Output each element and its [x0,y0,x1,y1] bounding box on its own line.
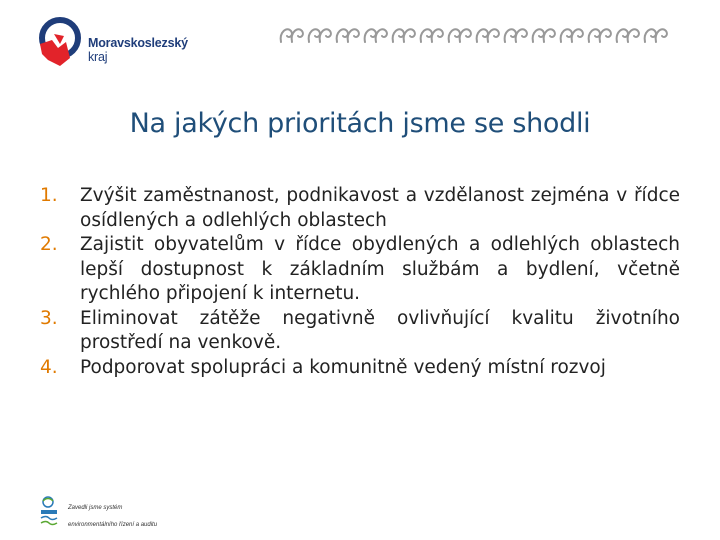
footer-text [68,500,157,534]
wave-pattern-icon [502,22,530,48]
region-name [88,36,188,64]
emas-eco-logo-icon [38,494,62,534]
list-text: Podporovat spolupráci a komunitně vedený místní rozvoj [80,356,606,378]
wave-pattern-icon [474,22,502,48]
list-item [40,307,680,356]
list-text: Eliminovat zátěže negativně ovlivňující kvalitu životního prostředí na venkově. [80,307,680,353]
wave-pattern-icon [390,22,418,48]
list-item [40,184,680,233]
wave-pattern-icon [362,22,390,48]
list-number: 3. [40,307,58,329]
list-number: 2. [40,234,58,255]
list-number: 1. [40,185,58,206]
footer-line1: Zavedli jsme systém [68,505,123,511]
list-item [40,233,680,307]
list-number: 4. [40,356,58,378]
wave-pattern-icon [558,22,586,48]
wave-pattern-icon [642,22,670,48]
header-logo [36,14,206,72]
wave-pattern-icon [334,22,362,48]
list-item [40,356,680,381]
list-text: Zajistit obyvatelům v řídce obydlených a odlehlých oblastech lepší dostupnost k základním službám a bydlení, včetně rychlého připojení k internetu. [80,234,680,304]
wave-pattern-icon [586,22,614,48]
wave-pattern-ornament [278,22,670,48]
wave-pattern-icon [418,22,446,48]
list-text: Zvýšit zaměstnanost, podnikavost a vzdělanost zejména v řídce osídlených a odlehlých oblastech [80,185,680,231]
region-name-line2: kraj [88,50,108,64]
wave-pattern-icon [278,22,306,48]
slide-title: Na jakých prioritách jsme se shodli [129,108,591,139]
region-name-line1: Moravskoslezský [88,36,188,50]
wave-pattern-icon [530,22,558,48]
footer-certification [38,494,218,534]
wave-pattern-icon [614,22,642,48]
wave-pattern-icon [446,22,474,48]
msk-region-emblem-icon [36,14,86,72]
footer-line2: environmentálního řízení a auditu [68,522,158,528]
wave-pattern-icon [306,22,334,48]
priority-list [40,184,680,380]
